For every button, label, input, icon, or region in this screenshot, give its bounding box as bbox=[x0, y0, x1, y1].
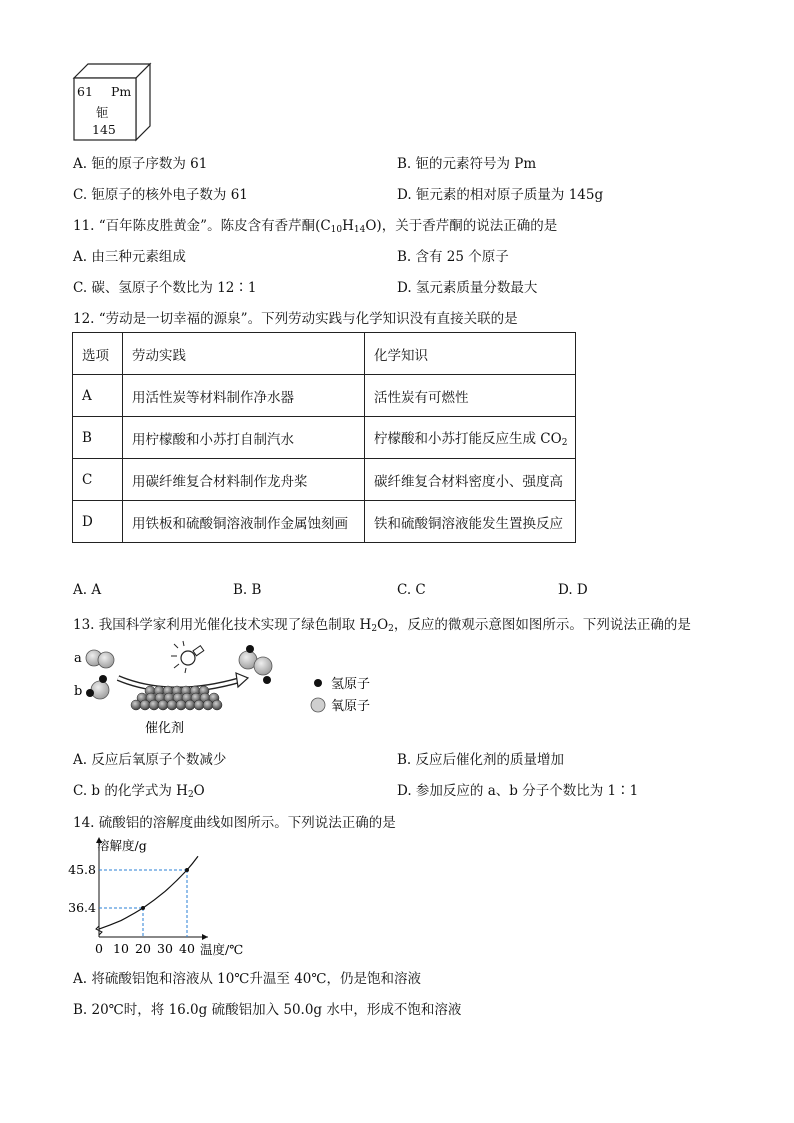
catalyst-sphere bbox=[140, 700, 150, 710]
solubility-chart bbox=[68, 834, 268, 958]
catalyst-sphere bbox=[185, 700, 195, 710]
q11-option-d[interactable]: D. 氢元素质量分数最大 bbox=[397, 280, 538, 296]
q12-choice-d[interactable]: D. D bbox=[558, 582, 588, 598]
q11-stem: 11. “百年陈皮胜黄金”。陈皮含有香芹酮$(C_{10}H_{14}O)$，关于香芹酮的说法正确的是 bbox=[73, 218, 558, 235]
x-tick-label: 10 bbox=[113, 941, 129, 956]
catalyst-sphere bbox=[194, 700, 204, 710]
table-cell: 用铁板和硫酸铜溶液制作金属蚀刻画 bbox=[123, 501, 365, 543]
q10-option-d[interactable]: D. 钷元素的相对原子质量为 145g bbox=[397, 187, 604, 203]
catalyst-sphere bbox=[158, 700, 168, 710]
q13-option-c[interactable]: C. b 的化学式为 $H_2O$ bbox=[73, 783, 205, 800]
table-cell: 用柠檬酸和小苏打自制汽水 bbox=[123, 417, 365, 459]
table-cell: C bbox=[73, 459, 123, 501]
q12-choice-c[interactable]: C. C bbox=[397, 582, 426, 598]
catalyst-sphere bbox=[176, 700, 186, 710]
label-a: a bbox=[74, 651, 82, 666]
catalyst-label: 催化剂 bbox=[145, 721, 185, 736]
table-row bbox=[73, 375, 576, 417]
table-header-cell: 选项 bbox=[73, 333, 123, 375]
y-axis-label: 溶解度/g bbox=[97, 838, 147, 853]
catalyst-sphere bbox=[203, 700, 213, 710]
q12-table bbox=[72, 332, 576, 543]
q11-option-c[interactable]: C. 碳、氢原子个数比为 12∶1 bbox=[73, 280, 257, 296]
series-line bbox=[99, 856, 198, 929]
x-tick-label: 20 bbox=[135, 941, 151, 956]
x-tick-label: 0 bbox=[95, 941, 103, 956]
data-point bbox=[185, 868, 189, 872]
x-axis-label: 温度/℃ bbox=[200, 942, 244, 957]
table-cell: 用碳纤维复合材料制作龙舟桨 bbox=[123, 459, 365, 501]
q13-option-b[interactable]: B. 反应后催化剂的质量增加 bbox=[397, 752, 565, 768]
molecule-a bbox=[86, 650, 114, 668]
table-cell: 活性炭有可燃性 bbox=[365, 375, 576, 417]
x-tick-label: 40 bbox=[179, 941, 195, 956]
element-symbol: Pm bbox=[111, 84, 132, 99]
catalyst-sphere bbox=[167, 700, 177, 710]
q12-choice-a[interactable]: A. A bbox=[73, 582, 102, 598]
catalyst-spheres bbox=[131, 686, 222, 710]
table-row bbox=[73, 417, 576, 459]
q10-option-b[interactable]: B. 钷的元素符号为 Pm bbox=[397, 156, 537, 172]
y-tick-label: 45.8 bbox=[68, 862, 96, 877]
x-tick-label: 30 bbox=[157, 941, 173, 956]
q14-option-b[interactable]: B. 20℃时，将 16.0g 硫酸铝加入 50.0g 水中，形成不饱和溶液 bbox=[73, 1002, 462, 1018]
q13-option-a[interactable]: A. 反应后氧原子个数减少 bbox=[73, 752, 227, 768]
table-row bbox=[73, 501, 576, 543]
q13-stem: 13. 我国科学家利用光催化技术实现了绿色制取 $H_2O_2$，反应的微观示意图如图所示。下列说法正确的是 bbox=[73, 617, 691, 634]
table-cell: D bbox=[73, 501, 123, 543]
catalyst-sphere bbox=[212, 700, 222, 710]
catalyst-sphere bbox=[149, 700, 159, 710]
q11-option-a[interactable]: A. 由三种元素组成 bbox=[73, 249, 186, 265]
table-cell: 铁和硫酸铜溶液能发生置换反应 bbox=[365, 501, 576, 543]
q12-stem: 12. “劳动是一切幸福的源泉”。下列劳动实践与化学知识没有直接关联的是 bbox=[73, 311, 518, 327]
hydrogen-atom-icon bbox=[314, 679, 322, 687]
light-bulb-icon bbox=[171, 641, 204, 673]
q11-option-b[interactable]: B. 含有 25 个原子 bbox=[397, 249, 509, 265]
table-cell: B bbox=[73, 417, 123, 459]
data-point bbox=[141, 906, 145, 910]
q10-option-c[interactable]: C. 钷原子的核外电子数为 61 bbox=[73, 187, 248, 203]
element-name: 钷 bbox=[96, 105, 109, 120]
table-cell: 柠檬酸和小苏打能反应生成 $CO_2$ bbox=[365, 417, 576, 459]
x-axis-arrow bbox=[202, 934, 208, 940]
element-number: 61 bbox=[77, 84, 93, 99]
oxygen-atom-icon bbox=[311, 698, 325, 712]
y-tick-label: 36.4 bbox=[68, 900, 96, 915]
q14-stem: 14. 硫酸铝的溶解度曲线如图所示。下列说法正确的是 bbox=[73, 815, 396, 831]
table-row bbox=[73, 459, 576, 501]
molecule-b bbox=[86, 675, 109, 699]
table-header-cell: 化学知识 bbox=[365, 333, 576, 375]
chart-guide-lines bbox=[99, 870, 187, 937]
q10-option-a[interactable]: A. 钷的原子序数为 61 bbox=[73, 156, 208, 172]
label-b: b bbox=[74, 684, 83, 699]
table-cell: 用活性炭等材料制作净水器 bbox=[123, 375, 365, 417]
q12-choice-b[interactable]: B. B bbox=[233, 582, 262, 598]
reaction-diagram bbox=[70, 640, 390, 736]
catalyst-sphere bbox=[131, 700, 141, 710]
legend-oxygen: 氧原子 bbox=[331, 699, 371, 714]
q14-option-a[interactable]: A. 将硫酸铝饱和溶液从 10℃升温至 40℃，仍是饱和溶液 bbox=[73, 971, 421, 987]
q13-option-d[interactable]: D. 参加反应的 a、b 分子个数比为 1∶1 bbox=[397, 783, 639, 799]
table-cell: A bbox=[73, 375, 123, 417]
element-mass: 145 bbox=[92, 122, 116, 137]
table-header-cell: 劳动实践 bbox=[123, 333, 365, 375]
legend-hydrogen: 氢原子 bbox=[331, 677, 371, 692]
table-header-row bbox=[73, 333, 576, 375]
table-cell: 碳纤维复合材料密度小、强度高 bbox=[365, 459, 576, 501]
